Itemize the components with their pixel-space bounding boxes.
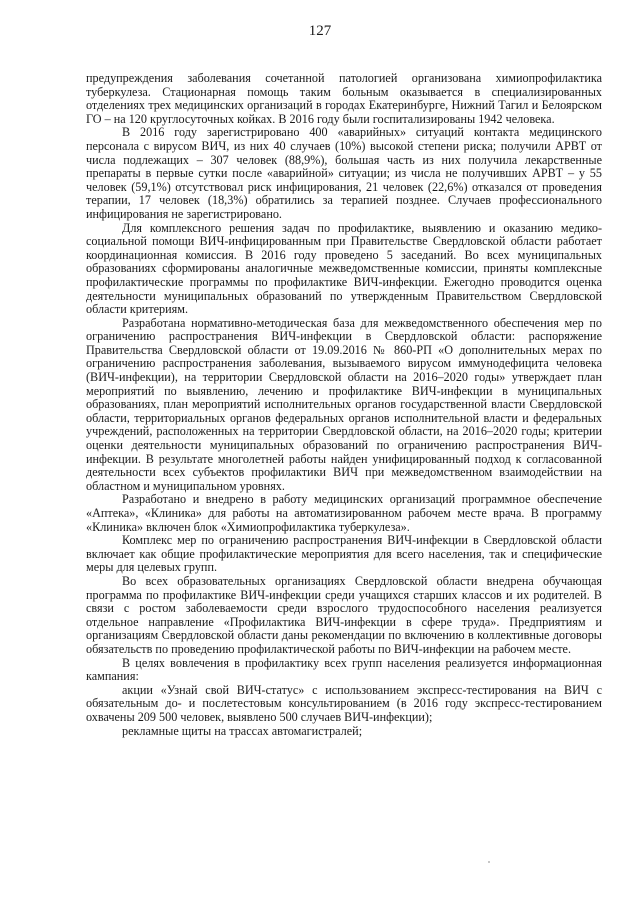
paragraph-measures-complex: Комплекс мер по ограничению распространения ВИЧ-инфекции в Свердловской области включает как общие профилактические мероприятия для всего населения, так и специфические меры для целевых групп. [86,533,602,575]
paragraph-info-campaign: В целях вовлечения в профилактику всех групп населения реализуется информационная кампания: [86,655,602,684]
list-item-hiv-status-action: акции «Узнай свой ВИЧ-статус» с использованием экспресс-тестирования на ВИЧ с обязательным до- и послетестовым консультированием (в 2016 году экспресс-тестированием охвачены 209 500 человек, выявлено 500 случаев ВИЧ-инфекции); [86,682,602,724]
paragraph-coordination-commission: Для комплексного решения задач по профилактике, выявлению и оказанию медико-социальной помощи ВИЧ-инфицированным при Правительстве Свердловской области работает координационная комиссия. В 2016 году проведено 5 заседаний. Во всех муниципальных образованиях сформированы аналогичные межведомственные комиссии, приняты комплексные профилактические программы по профилактике ВИЧ-инфекции. Ежегодно проводится оценка деятельности муниципальных образований по утвержденным Правительством Свердловской области критериям. [86,220,602,317]
paragraph-emergency-situations: В 2016 году зарегистрировано 400 «аварийных» ситуаций контакта медицинского персонала с вирусом ВИЧ, из них 40 случаев (10%) высокой степени риска; получили АРВТ от числа подлежащих – 307 человек (88,9%), большая часть из них получила лекарственные препараты в первые сутки после «аварийной» ситуации; из числа не получивших АРВТ – у 55 человек (59,1%) отсутствовал риск инфицирования, 21 человек (22,6%) отказался от проведения терапии, 17 человек (18,3%) обратились за терапией позднее. Случаев профессионального инфицирования не зарегистрировано. [86,125,602,221]
scan-speck [488,861,490,863]
paragraph-education-program: Во всех образовательных организациях Свердловской области внедрена обучающая программа по профилактике ВИЧ-инфекции среди учащихся старших классов и их родителей. В связи с ростом заболеваемости среди взрослого трудоспособного населения реализуется отдельное направление «Профилактика ВИЧ-инфекции в сфере труда». Предприятиям и организациям Свердловской области даны рекомендации по включению в коллективные договоры обязательств по проведению профилактической работы по ВИЧ-инфекции на рабочем месте. [86,573,602,656]
paragraph-regulatory-base: Разработана нормативно-методическая база для межведомственного обеспечения мер по ограничению распространения ВИЧ-инфекции в Свердловской области: распоряжение Правительства Свердловской области от 19.09.2016 № 860-РП «О дополнительных мерах по ограничению распространения заболевания, вызываемого вирусом иммунодефицита человека (ВИЧ-инфекции), на территории Свердловской области на 2016–2020 годы» утверждает план мероприятий по выявлению, лечению и профилактике ВИЧ-инфекции в муниципальных образованиях, план мероприятий исполнительных органов государственной власти Свердловской области, территориальных органов федеральных органов исполнительной власти и федеральных учреждений, расположенных на территории Свердловской области, на 2016–2020 годы; критерии оценки деятельности муниципальных образований по ограничению распространения ВИЧ-инфекции. В результате многолетней работы найден унифицированный подход к согласованной деятельности всех субъектов профилактики ВИЧ при межведомственном взаимодействии на областном и муниципальном уровнях. [86,315,602,493]
body-text [86,72,602,738]
paragraph-software: Разработано и внедрено в работу медицинских организаций программное обеспечение «Аптека», «Клиника» для работы на автоматизированном рабочем месте врача. В программу «Клиника» включен блок «Химиопрофилактика туберкулеза». [86,492,602,534]
page-number: 127 [308,23,332,39]
list-item-billboards: рекламные щиты на трассах автомагистралей; [122,723,363,738]
paragraph-tuberculosis-prevention: предупреждения заболевания сочетанной патологией организована химиопрофилактика туберкулеза. Стационарная помощь таким больным оказывается в специализированных отделениях трех медицинских организаций в городах Екатеринбурге, Нижний Тагил и Белоярском ГО – на 120 круглосуточных койках. В 2016 году были госпитализированы 1942 человека. [86,71,602,126]
